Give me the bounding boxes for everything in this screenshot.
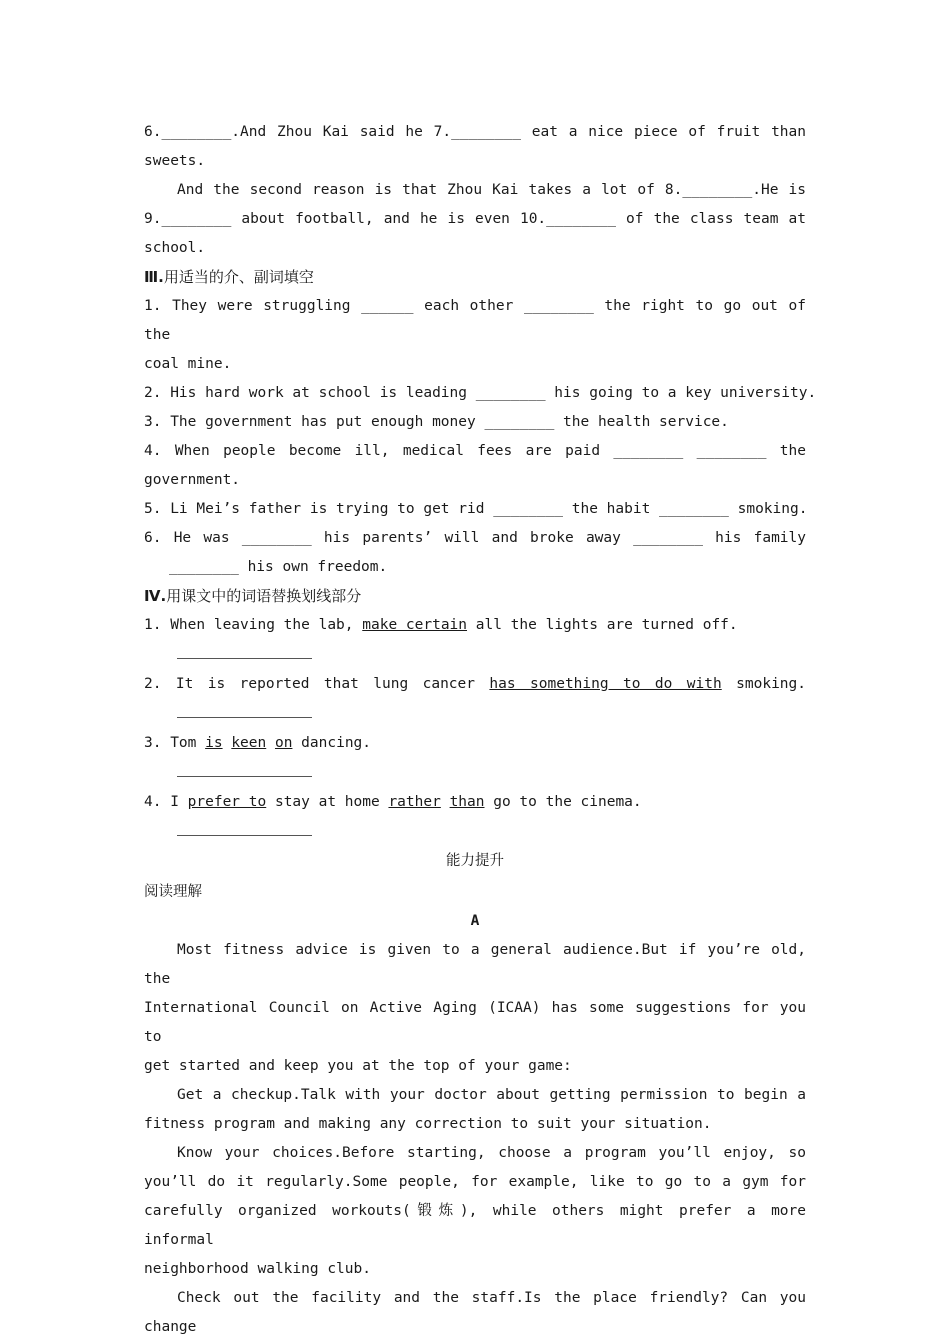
- section-heading-4: [144, 582, 806, 611]
- reading-line: neighborhood walking club.: [144, 1261, 371, 1277]
- passage-line: school.: [144, 240, 206, 256]
- underlined-phrase: on: [274, 735, 293, 751]
- reading-line: carefully organized workouts(锻炼), while others might prefer a more informal: [144, 1203, 806, 1248]
- rewrite-question-3: 3. Tom is keen on dancing.: [144, 735, 372, 751]
- underlined-phrase: prefer to: [187, 794, 267, 810]
- document-page: [144, 118, 817, 1342]
- question-6: 6. He was ________ his parents’ will and broke away ________ his family: [144, 530, 806, 546]
- reading-line: Know your choices.Before starting, choose a program you’ll enjoy, so: [177, 1145, 806, 1161]
- answer-line[interactable]: [177, 758, 312, 777]
- question-6-cont: ________ his own freedom.: [169, 559, 388, 575]
- underlined-phrase: keen: [231, 735, 267, 751]
- question-3: 3. The government has put enough money ________ the health service.: [144, 414, 729, 430]
- question-4: 4. When people become ill, medical fees are paid ________ ________ the: [144, 443, 806, 459]
- underlined-phrase: has something to do with: [489, 676, 722, 692]
- rewrite-question-1: 1. When leaving the lab, make certain all the lights are turned off.: [144, 617, 738, 633]
- answer-line[interactable]: [177, 699, 312, 718]
- reading-line: you’ll do it regularly.Some people, for example, like to go to a gym for: [144, 1174, 806, 1190]
- reading-line: fitness program and making any correction to suit your situation.: [144, 1116, 712, 1132]
- question-1: 1. They were struggling ______ each other ________ the right to go out of the: [144, 298, 806, 343]
- reading-line: Get a checkup.Talk with your doctor about getting permission to begin a: [177, 1087, 806, 1103]
- reading-line: Check out the facility and the staff.Is the place friendly? Can you change: [144, 1290, 806, 1335]
- underlined-phrase: make certain: [362, 617, 468, 633]
- rewrite-question-4: 4. I prefer to stay at home rather than go to the cinema.: [144, 794, 642, 810]
- passage-line: sweets.: [144, 153, 206, 169]
- answer-line[interactable]: [177, 817, 312, 836]
- section-heading-3: [144, 263, 806, 292]
- passage-line: 9.________ about football, and he is even 10.________ of the class team at: [144, 211, 806, 227]
- underlined-phrase: rather: [388, 794, 441, 810]
- underlined-phrase: than: [449, 794, 485, 810]
- question-2: 2. His hard work at school is leading ________ his going to a key university.: [144, 385, 817, 401]
- section-title: 用课文中的词语替换划线部分: [166, 587, 362, 605]
- section-numeral: Ⅳ.: [144, 587, 167, 605]
- ability-title: 能力提升: [446, 853, 504, 869]
- reading-line: International Council on Active Aging (ICAA) has some suggestions for you to: [144, 1000, 806, 1045]
- question-4-cont: government.: [144, 472, 241, 488]
- passage-letter: A: [470, 913, 480, 929]
- rewrite-question-2: 2. It is reported that lung cancer has something to do with smoking.: [144, 676, 806, 692]
- reading-line: get started and keep you at the top of your game:: [144, 1058, 572, 1074]
- reading-line: Most fitness advice is given to a general audience.But if you’re old, the: [144, 942, 806, 987]
- section-title: 用适当的介、副词填空: [163, 268, 314, 286]
- answer-line[interactable]: [177, 640, 312, 659]
- question-5: 5. Li Mei’s father is trying to get rid ________ the habit ________ smoking.: [144, 501, 808, 517]
- passage-line: And the second reason is that Zhou Kai takes a lot of 8.________.He is: [177, 182, 806, 198]
- passage-line: 6.________.And Zhou Kai said he 7.________ eat a nice piece of fruit than: [144, 124, 806, 140]
- underlined-phrase: is: [205, 735, 223, 751]
- question-1-cont: coal mine.: [144, 356, 232, 372]
- section-numeral: Ⅲ.: [144, 268, 164, 286]
- reading-heading: 阅读理解: [144, 884, 202, 900]
